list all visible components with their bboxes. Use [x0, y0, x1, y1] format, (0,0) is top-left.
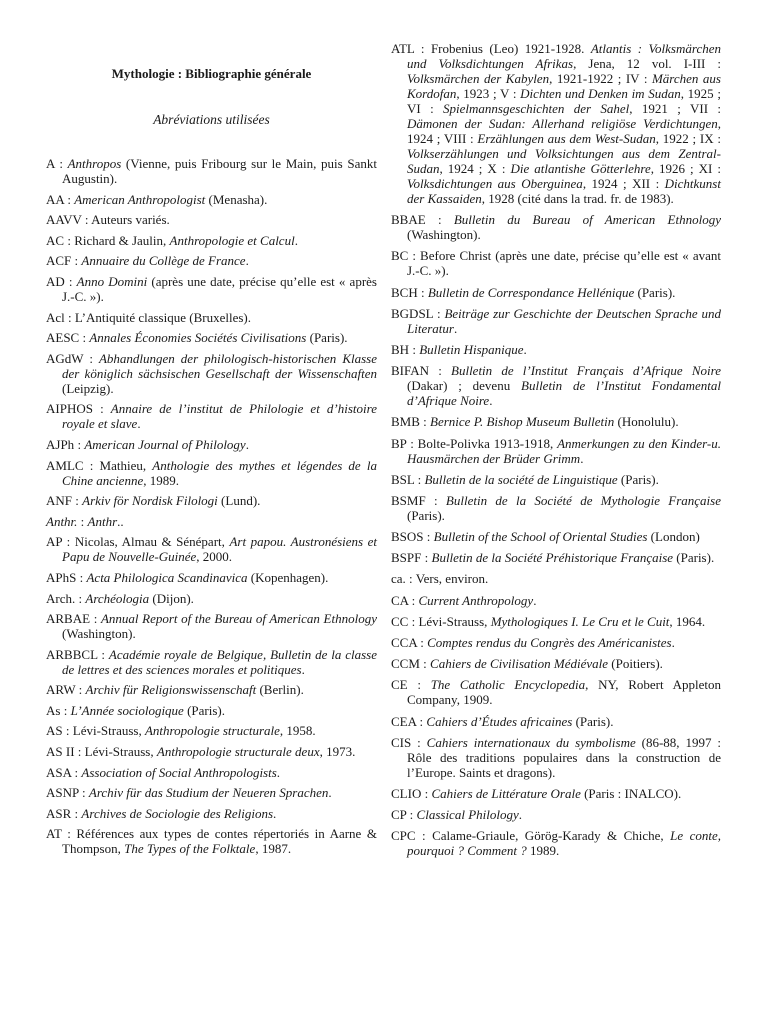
abbreviation-separator: : — [77, 513, 88, 529]
abbreviation-entry — [391, 656, 721, 671]
abbreviation-code: AGdW — [46, 350, 84, 366]
abbreviation-code: ATL — [391, 41, 415, 56]
entry-text: (86-88, 1997 : Rôle des traditions populaires dans la construction de l’Europe. Saints et dragons). — [407, 734, 721, 780]
abbreviation-entry — [391, 529, 721, 544]
page-subtitle: Abréviations utilisées — [153, 112, 270, 127]
entry-text: (Paris). — [183, 702, 225, 718]
entry-text: (Leipzig). — [62, 380, 114, 396]
abbreviation-code: Acl — [46, 309, 65, 325]
abbreviation-code: AT — [46, 826, 62, 842]
entry-text: Lévi-Strauss, — [84, 744, 157, 760]
abbreviation-separator: : — [81, 212, 92, 228]
entry-title-text: Bulletin de la société de Linguistique — [424, 471, 618, 487]
entry-text: , 1924 ; XII : — [582, 176, 665, 191]
abbreviation-entry — [391, 635, 721, 650]
abbreviation-separator: : — [408, 248, 421, 264]
entry-title-text: Current Anthropology — [418, 592, 534, 608]
abbreviation-entry — [391, 550, 721, 565]
abbreviation-entry — [46, 703, 377, 718]
abbreviation-entry — [46, 723, 377, 738]
abbreviation-separator: : — [64, 273, 77, 289]
abbreviation-separator: : — [407, 677, 431, 693]
entry-text: (Paris). — [407, 507, 445, 523]
abbreviation-separator: : — [429, 363, 452, 379]
entry-text: , 2000. — [196, 549, 233, 565]
entry-title-text: Association of Social Anthropologists — [81, 764, 277, 780]
entry-text: Lévi-Strauss, — [418, 613, 491, 629]
abbreviation-code: BSOS — [391, 529, 424, 545]
entry-title-text: Comptes rendus du Congrès des Américanistes — [427, 635, 672, 650]
entry-text: , 1989. — [143, 472, 179, 488]
entry-text: (Dakar) ; devenu — [407, 378, 522, 394]
abbreviation-entry — [46, 274, 377, 304]
entry-title-text: Annales Économies Sociétés Civilisations — [89, 330, 307, 346]
abbreviation-separator: : — [409, 341, 420, 357]
abbreviation-separator: : — [75, 682, 86, 698]
abbreviation-code: AD — [46, 273, 65, 289]
entry-text: , 1924 ; VIII : — [407, 116, 721, 146]
abbreviation-entry — [391, 414, 721, 429]
entry-title-text: Annuaire du Collège de France — [81, 253, 246, 269]
abbreviation-code: AS — [46, 723, 63, 739]
entry-text: 1989. — [526, 843, 560, 859]
entry-title-text: The Types of the Folktale — [124, 841, 256, 857]
abbreviation-entry — [391, 735, 721, 780]
abbreviation-code: AC — [46, 232, 65, 248]
abbreviation-code: ARW — [46, 682, 76, 698]
abbreviation-separator: : — [62, 723, 73, 739]
entry-title-text: Arkiv för Nordisk Filologi — [82, 493, 218, 509]
entry-title-text: Bulletin de Correspondance Hellénique — [427, 284, 635, 300]
abbreviation-list-right — [391, 41, 721, 865]
entry-text: (Dijon). — [149, 590, 194, 606]
abbreviation-entry — [46, 458, 377, 488]
entry-text: (Washington). — [407, 227, 481, 243]
abbreviation-code: APhS — [46, 569, 77, 585]
entry-text: Auteurs variés. — [91, 212, 170, 228]
abbreviation-code: AMLC — [46, 457, 84, 473]
abbreviation-code: ASR — [46, 805, 72, 821]
entry-title-text: Anthropologie structurale deux — [156, 744, 320, 760]
entry-title-text: Volksmärchen der Kabylen — [407, 71, 550, 86]
entry-text: Before Christ (après une date, précise qu’elle est « avant J.-C. »). — [407, 248, 721, 279]
entry-title-text: Volksdichtungen aus Oberguinea — [407, 176, 583, 191]
entry-text: . — [301, 661, 305, 677]
entry-text: , 1958. — [279, 723, 316, 739]
abbreviation-separator: : — [64, 191, 75, 207]
entry-text: . — [273, 805, 277, 821]
abbreviation-entry — [391, 285, 721, 300]
abbreviation-code: CCM — [391, 656, 420, 672]
abbreviation-separator: : — [60, 702, 71, 718]
abbreviation-entry — [46, 765, 377, 780]
entry-title-text: Académie royale de Belgique, Bulletin de la classe de lettres et des sciences morales et politiques — [62, 646, 377, 677]
abbreviation-code: BGDSL — [391, 305, 434, 321]
abbreviation-entry — [46, 682, 377, 697]
entry-title-text: Bulletin of the School of Oriental Studies — [433, 529, 648, 545]
entry-text: . — [453, 320, 458, 336]
abbreviation-code: CP — [391, 807, 407, 823]
entry-text: Richard & Jaulin, — [74, 232, 170, 248]
abbreviation-code: CEA — [391, 713, 417, 729]
abbreviation-entry — [391, 786, 721, 801]
entry-text: .. — [117, 513, 124, 529]
entry-title-text: Erzählungen aus dem West-Sudan — [477, 131, 656, 146]
entry-text: , 1921-1922 ; IV : — [549, 71, 652, 86]
entry-title-text: Archiv für das Studium der Neueren Sprachen — [88, 785, 329, 801]
entry-text: Calame-Griaule, Görög-Karady & Chiche, — [432, 828, 671, 844]
abbreviation-separator: : — [419, 414, 431, 430]
entry-text: L’Antiquité classique (Bruxelles). — [74, 309, 251, 325]
abbreviation-code: CC — [391, 613, 409, 629]
entry-title-text: Archives de Sociologie des Religions — [81, 805, 274, 821]
abbreviation-entry — [391, 248, 721, 278]
abbreviation-separator: : — [433, 305, 445, 321]
entry-title-text: Bulletin de la Société de Mythologie Française — [445, 492, 721, 508]
entry-title-text: Bernice P. Bishop Museum Bulletin — [430, 414, 615, 430]
entry-title-text: Le conte, pourquoi ? Comment ? — [407, 828, 721, 859]
abbreviation-code: ARBAE — [46, 611, 91, 627]
entry-text: (Paris). — [634, 284, 676, 300]
entry-text: . — [294, 232, 298, 248]
abbreviation-entry — [46, 233, 377, 248]
entry-title-text: Cahiers d’Études africaines — [426, 713, 573, 729]
abbreviation-separator: : — [408, 592, 419, 608]
entry-title-text: Anthr — [87, 513, 118, 529]
abbreviation-entry — [391, 472, 721, 487]
abbreviation-separator: : — [71, 805, 82, 821]
abbreviation-code: ca. — [391, 571, 406, 587]
abbreviation-separator: : — [417, 284, 428, 300]
abbreviation-code: BSL — [391, 471, 415, 487]
abbreviation-separator: : — [64, 309, 75, 325]
abbreviation-entry — [391, 436, 721, 466]
abbreviation-code: BC — [391, 248, 409, 264]
entry-text: . — [533, 592, 537, 608]
abbreviation-separator: : — [75, 590, 86, 606]
abbreviation-entry — [46, 611, 377, 641]
abbreviation-entry — [46, 534, 377, 564]
abbreviation-entry — [391, 363, 721, 408]
abbreviation-code: BCH — [391, 284, 418, 300]
abbreviation-separator: : — [74, 744, 85, 760]
entry-title-text: Anmerkungen zu den Kinder-u. Hausmärchen der Brüder Grimm — [407, 435, 721, 466]
entry-title-text: Volkserzählungen und Volksichtungen aus dem Zentral-Sudan — [407, 146, 721, 176]
abbreviation-entry — [46, 570, 377, 585]
entry-title-text: Dämonen der Sudan: Allerhand religiöse Verdichtungen — [407, 116, 718, 131]
abbreviation-separator: : — [414, 471, 425, 487]
entry-text: (Paris). — [306, 330, 348, 346]
abbreviation-list-left — [46, 156, 377, 862]
entry-text: . — [137, 416, 141, 432]
abbreviation-entry — [46, 351, 377, 396]
abbreviation-code: BP — [391, 435, 407, 451]
entry-title-text: Dichten und Denken im Sudan — [520, 86, 681, 101]
abbreviation-separator: : — [71, 253, 82, 269]
abbreviation-separator: : — [425, 492, 446, 508]
abbreviation-separator: : — [423, 529, 434, 545]
entry-title-text: Beiträge zur Geschichte der Deutschen Sprache und Literatur — [407, 305, 721, 336]
abbreviation-entry — [391, 714, 721, 729]
abbreviation-entry — [391, 342, 721, 357]
entry-text: . — [245, 436, 249, 452]
abbreviation-entry — [46, 401, 377, 431]
entry-text: , 1923 ; V : — [456, 86, 521, 101]
entry-text: (Washington). — [62, 626, 136, 642]
abbreviation-entry — [391, 677, 721, 707]
page-title: Mythologie : Bibliographie générale — [111, 66, 312, 81]
entry-title-text: Cahiers de Civilisation Médiévale — [430, 656, 609, 672]
entry-text: . — [245, 253, 249, 269]
abbreviation-separator: : — [406, 435, 418, 451]
abbreviation-entry — [391, 614, 721, 629]
abbreviation-entry — [46, 310, 377, 325]
abbreviation-separator: : — [416, 713, 427, 729]
abbreviation-entry — [46, 192, 377, 207]
entry-text: (Menasha). — [205, 191, 268, 207]
abbreviation-code: BH — [391, 341, 410, 357]
entry-title-text: Annaire de l’institut de Philologie et d’histoire royale et slave — [62, 401, 377, 432]
abbreviation-code: AA — [46, 191, 65, 207]
abbreviation-separator: : — [61, 826, 77, 842]
abbreviation-entry — [46, 156, 377, 186]
entry-title-text: Bulletin de l’Institut Fondamental d’Afrique Noire — [407, 378, 721, 409]
abbreviation-code: CA — [391, 592, 409, 608]
abbreviation-separator: : — [71, 764, 82, 780]
abbreviation-separator: : — [79, 330, 90, 346]
abbreviation-separator: : — [414, 41, 431, 56]
entry-text: Frobenius (Leo) 1921-1928. — [430, 41, 591, 56]
abbreviation-separator: : — [411, 734, 427, 750]
abbreviation-entry — [46, 591, 377, 606]
entry-text: , 1924 ; X : — [439, 161, 511, 176]
abbreviation-entry — [46, 514, 377, 529]
entry-text: Vers, environ. — [415, 571, 489, 587]
entry-title-text: L’Année sociologique — [70, 702, 184, 718]
entry-title-text: Acta Philologica Scandinavica — [86, 569, 248, 585]
abbreviation-code: ANF — [46, 493, 73, 509]
abbreviation-code: BBAE — [391, 212, 426, 228]
abbreviation-separator: : — [90, 611, 101, 627]
entry-text: . — [523, 341, 527, 357]
entry-title-text: Classical Philology — [416, 807, 519, 823]
entry-title-text: Anno Domini — [76, 273, 148, 289]
entry-title-text: Märchen aus Kordofan — [407, 71, 721, 101]
entry-text: (London) — [647, 529, 700, 545]
abbreviation-code: As — [46, 702, 61, 718]
abbreviation-separator: : — [417, 635, 428, 650]
abbreviation-separator: : — [78, 785, 89, 801]
abbreviation-separator: : — [72, 493, 83, 509]
abbreviation-separator: : — [406, 807, 417, 823]
entry-title-text: Bulletin du Bureau of American Ethnology — [453, 212, 721, 228]
abbreviation-code: Anthr. — [46, 513, 78, 529]
abbreviation-code: Arch. — [46, 590, 76, 606]
entry-text: . — [489, 393, 493, 409]
entry-text: , 1964. — [669, 613, 706, 629]
abbreviation-separator: : — [421, 785, 432, 801]
entry-title-text: Anthologie des mythes et légendes de la Chine ancienne — [62, 457, 377, 488]
abbreviation-entry — [391, 571, 721, 586]
abbreviation-entry — [46, 493, 377, 508]
entry-text: (Poitiers). — [608, 656, 663, 672]
abbreviation-entry — [46, 437, 377, 452]
entry-title-text: Archiv für Religionswissenschaft — [85, 682, 257, 698]
entry-title-text: Anthropologie structurale — [144, 723, 280, 739]
abbreviation-separator: : — [54, 156, 68, 171]
entry-text: , 1925 ; VI : — [407, 86, 721, 116]
abbreviation-entry — [46, 212, 377, 227]
abbreviation-separator: : — [408, 613, 419, 629]
abbreviation-entry — [391, 41, 721, 206]
entry-title-text: Atlantis : Volksmärchen und Volksdichtungen Afrikas — [407, 41, 721, 71]
abbreviation-entry — [391, 807, 721, 822]
abbreviation-separator: : — [74, 436, 85, 452]
abbreviation-code: CCA — [391, 635, 418, 650]
entry-text: (Berlin). — [256, 682, 304, 698]
entry-text: . — [580, 450, 584, 466]
entry-title-text: Annual Report of the Bureau of American Ethnology — [100, 611, 377, 627]
entry-title-text: Cahiers de Littérature Orale — [431, 785, 581, 801]
abbreviation-code: CLIO — [391, 785, 422, 801]
entry-title-text: Bulletin de l’Institut Français d’Afrique Noire — [451, 363, 721, 379]
entry-title-text: Die atlantishe Götterlehre — [510, 161, 651, 176]
abbreviation-separator: : — [421, 550, 432, 566]
abbreviation-code: ASA — [46, 764, 72, 780]
entry-text: Mathieu, — [99, 457, 153, 473]
abbreviation-entry — [46, 744, 377, 759]
entry-text: , 1926 ; XI : — [650, 161, 721, 176]
entry-text: (Vienne, puis Fribourg sur le Main, puis Sankt Augustin). — [62, 156, 377, 186]
entry-text: (Lund). — [217, 493, 261, 509]
entry-title-text: Mythologiques I. Le Cru et le Cuit — [490, 613, 670, 629]
abbreviation-code: BSPF — [391, 550, 422, 566]
entry-title-text: Spielmannsgeschichten der Sahel — [443, 101, 630, 116]
entry-title-text: Bulletin de la Société Préhistorique Française — [431, 550, 674, 566]
abbreviation-code: AP — [46, 534, 63, 550]
entry-title-text: Abhandlungen der philologisch-historischen Klasse der königlich sächsischen Gesellschaft der Wissenschaften — [62, 350, 377, 381]
abbreviation-separator: : — [83, 457, 100, 473]
abbreviation-code: ACF — [46, 253, 72, 269]
entry-text: , 1973. — [319, 744, 356, 760]
entry-text: (Honolulu). — [614, 414, 679, 430]
abbreviation-code: CE — [391, 677, 408, 693]
entry-text: . — [328, 785, 332, 801]
abbreviation-entry — [391, 212, 721, 242]
abbreviation-separator: : — [64, 232, 75, 248]
entry-text: (Paris). — [617, 471, 659, 487]
abbreviation-code: BIFAN — [391, 363, 430, 379]
abbreviation-code: AJPh — [46, 436, 75, 452]
entry-text: Bolte-Polivka 1913-1918, — [417, 435, 558, 451]
abbreviation-separator: : — [83, 350, 99, 366]
abbreviation-code: ARBBCL — [46, 646, 98, 662]
abbreviation-separator: : — [425, 212, 454, 228]
abbreviation-entry — [46, 253, 377, 268]
abbreviation-entry — [46, 330, 377, 345]
abbreviation-entry — [46, 826, 377, 856]
abbreviation-entry — [391, 493, 721, 523]
abbreviation-code: ASNP — [46, 785, 79, 801]
entry-title-text: The Catholic Encyclopedia — [430, 677, 586, 693]
abbreviation-separator: : — [419, 656, 431, 672]
abbreviation-code: BMB — [391, 414, 420, 430]
abbreviation-code: CIS — [391, 734, 412, 750]
entry-text: (après une date, précise qu’elle est « après J.-C. »). — [62, 273, 377, 304]
entry-title-text: Dichtkunst der Kassaiden — [407, 176, 721, 206]
abbreviation-code: A — [46, 156, 55, 171]
entry-text: (Paris). — [673, 550, 715, 566]
entry-text: (Paris : INALCO). — [580, 785, 682, 801]
entry-text: . — [518, 807, 522, 823]
entry-title-text: Bulletin Hispanique — [419, 341, 524, 357]
entry-text: Lévi-Strauss, — [72, 723, 145, 739]
abbreviation-code: AESC — [46, 330, 80, 346]
entry-text: , 1922 ; IX : — [655, 131, 721, 146]
abbreviation-separator: : — [62, 534, 75, 550]
entry-title-text: American Anthropologist — [74, 191, 206, 207]
entry-text: Références aux types de contes répertoriés in Aarne & Thompson, — [62, 826, 377, 857]
entry-text: (Kopenhagen). — [247, 569, 329, 585]
entry-title-text: American Journal of Philology — [84, 436, 246, 452]
abbreviation-code: AAVV — [46, 212, 82, 228]
entry-text: Nicolas, Almau & Sénépart, — [74, 534, 230, 550]
abbreviation-code: BSMF — [391, 492, 426, 508]
abbreviation-separator: : — [92, 401, 111, 417]
entry-title-text: Art papou. Austronésiens et Papu de Nouvelle-Guinée — [62, 534, 378, 565]
abbreviation-separator: : — [97, 646, 109, 662]
abbreviation-separator: : — [76, 569, 87, 585]
entry-text: , 1987. — [255, 841, 292, 857]
abbreviation-entry — [46, 806, 377, 821]
abbreviation-entry — [391, 306, 721, 336]
entry-title-text: Archéologia — [85, 590, 150, 606]
abbreviation-code: AS II — [46, 744, 75, 760]
abbreviation-entry — [46, 785, 377, 800]
entry-text: , 1928 (cité dans la trad. fr. de 1983). — [481, 191, 674, 206]
entry-text: , NY, Robert Appleton Company, 1909. — [407, 677, 721, 708]
abbreviation-code: CPC — [391, 828, 416, 844]
entry-text: , 1921 ; VII : — [629, 101, 721, 116]
entry-title-text: Cahiers internationaux du symbolisme — [426, 734, 636, 750]
abbreviation-entry — [46, 647, 377, 677]
entry-title-text: Anthropologie et Calcul — [169, 232, 295, 248]
entry-text: . — [276, 764, 281, 780]
entry-text: (Paris). — [572, 713, 614, 729]
entry-title-text: Anthropos — [67, 156, 122, 171]
abbreviation-separator: : — [415, 828, 433, 844]
entry-text: . — [671, 635, 675, 650]
entry-text: , Jena, 12 vol. I-III : — [573, 56, 722, 71]
abbreviation-code: AIPHOS — [46, 401, 93, 417]
abbreviation-entry — [391, 828, 721, 858]
abbreviation-separator: : — [405, 571, 416, 587]
abbreviation-entry — [391, 593, 721, 608]
